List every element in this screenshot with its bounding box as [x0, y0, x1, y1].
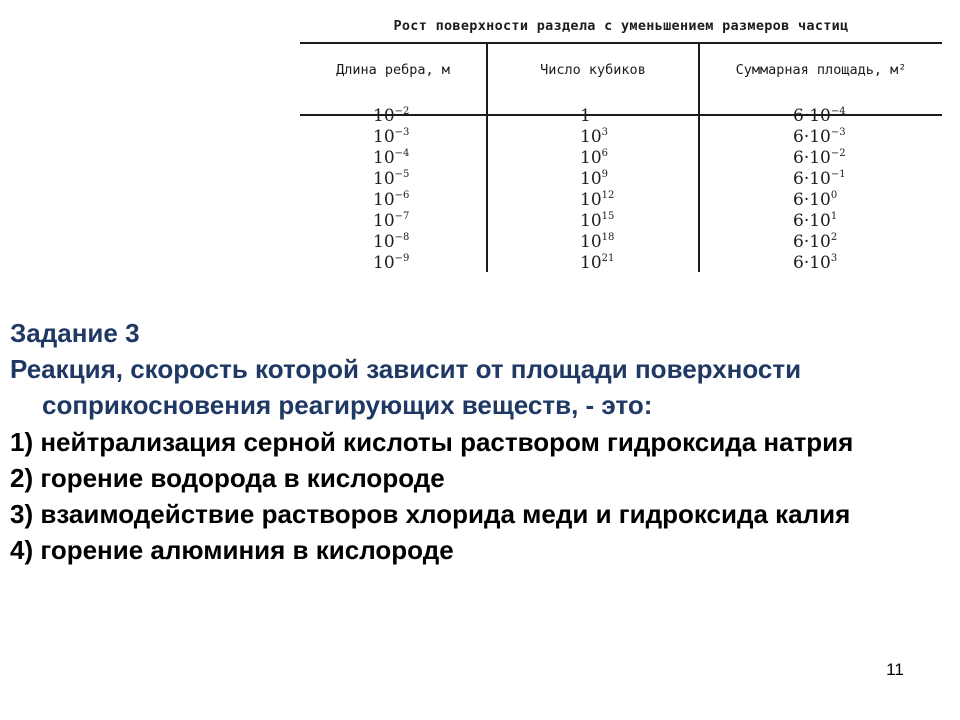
cell-base: 10 — [373, 190, 395, 210]
edge-length-cell — [373, 127, 433, 148]
edge-length-cell — [373, 169, 433, 190]
cell-exponent: −2 — [830, 148, 846, 159]
cell-exponent: 3 — [601, 127, 609, 138]
cell-exponent: −9 — [394, 253, 410, 264]
cell-base: 10 — [580, 169, 602, 189]
column-header-total-area: Суммарная площадь, м² — [735, 62, 907, 78]
cell-exponent: −1 — [830, 169, 846, 180]
cell-exponent: −2 — [394, 106, 410, 117]
edge-length-cell — [373, 148, 433, 169]
cell-base: 6·10 — [793, 106, 831, 126]
column-header-edge-length: Длина ребра, м — [336, 62, 450, 78]
particle-surface-table — [300, 14, 942, 272]
cell-base: 10 — [373, 127, 395, 147]
cell-exponent: −7 — [394, 211, 410, 222]
cell-base: 10 — [373, 106, 395, 126]
cell-exponent: 2 — [830, 232, 838, 243]
cell-base: 6·10 — [793, 169, 831, 189]
total-area-cell — [793, 190, 863, 211]
cell-base: 10 — [580, 211, 602, 231]
cell-exponent: 1 — [830, 211, 838, 222]
table-title: Рост поверхности раздела с уменьшением размеров частиц — [393, 18, 849, 34]
cell-exponent: 0 — [830, 190, 838, 201]
task-question: Реакция, скорость которой зависит от площади поверхности соприкосновения реагирующих веществ, - это: — [10, 354, 802, 421]
total-area-cell — [793, 253, 863, 274]
cell-base: 10 — [580, 253, 602, 273]
cell-base: 6·10 — [793, 211, 831, 231]
cell-exponent: 12 — [601, 190, 615, 201]
cell-base: 10 — [373, 253, 395, 273]
cell-exponent: 21 — [601, 253, 615, 264]
task-title: Задание 3 — [10, 318, 140, 348]
total-area-cell — [793, 232, 863, 253]
answer-option-2: 2) горение водорода в кислороде — [10, 462, 445, 493]
total-area-cell — [793, 127, 863, 148]
cell-exponent: 15 — [601, 211, 615, 222]
cell-base: 1 — [580, 106, 591, 126]
total-area-cell — [793, 148, 863, 169]
cube-count-cell — [580, 190, 640, 211]
answer-option-3: 3) взаимодействие растворов хлорида меди и гидроксида калия — [10, 499, 851, 530]
cell-exponent: 3 — [830, 253, 838, 264]
column-total-area — [793, 106, 863, 274]
cube-count-cell — [580, 169, 640, 190]
cell-base: 10 — [580, 127, 602, 147]
edge-length-cell — [373, 106, 433, 127]
edge-length-cell — [373, 211, 433, 232]
cell-base: 10 — [580, 190, 602, 210]
column-cube-count — [580, 106, 640, 274]
cell-base: 10 — [580, 232, 602, 252]
edge-length-cell — [373, 190, 433, 211]
cell-exponent: −3 — [830, 127, 846, 138]
cell-base: 6·10 — [793, 253, 831, 273]
cell-exponent: −4 — [830, 106, 846, 117]
table-column-divider — [486, 44, 488, 272]
cube-count-cell — [580, 106, 640, 127]
cube-count-cell — [580, 127, 640, 148]
cube-count-cell — [580, 211, 640, 232]
cell-base: 6·10 — [793, 232, 831, 252]
table-top-rule — [300, 42, 942, 44]
cell-base: 10 — [580, 148, 602, 168]
cube-count-cell — [580, 253, 640, 274]
page-number: 11 — [886, 660, 904, 679]
task-block — [10, 315, 950, 568]
cell-exponent: 6 — [601, 148, 609, 159]
column-header-cube-count: Число кубиков — [540, 62, 646, 78]
cell-base: 10 — [373, 169, 395, 189]
cell-base: 6·10 — [793, 148, 831, 168]
cell-base: 6·10 — [793, 190, 831, 210]
cell-exponent: −4 — [394, 148, 410, 159]
cell-exponent: 18 — [601, 232, 615, 243]
edge-length-cell — [373, 232, 433, 253]
total-area-cell — [793, 169, 863, 190]
column-edge-length — [373, 106, 433, 274]
cell-exponent: −5 — [394, 169, 410, 180]
total-area-cell — [793, 106, 863, 127]
edge-length-cell — [373, 253, 433, 274]
table-column-divider — [698, 44, 700, 272]
cell-exponent: −8 — [394, 232, 410, 243]
cell-exponent: −3 — [394, 127, 410, 138]
cell-exponent: −6 — [394, 190, 410, 201]
cell-base: 10 — [373, 232, 395, 252]
cell-base: 6·10 — [793, 127, 831, 147]
cell-base: 10 — [373, 148, 395, 168]
cell-exponent: 9 — [601, 169, 609, 180]
total-area-cell — [793, 211, 863, 232]
answer-option-4: 4) горение алюминия в кислороде — [10, 535, 454, 566]
cube-count-cell — [580, 148, 640, 169]
cell-base: 10 — [373, 211, 395, 231]
answer-option-1: 1) нейтрализация серной кислоты раствором гидроксида натрия — [10, 426, 854, 457]
cube-count-cell — [580, 232, 640, 253]
